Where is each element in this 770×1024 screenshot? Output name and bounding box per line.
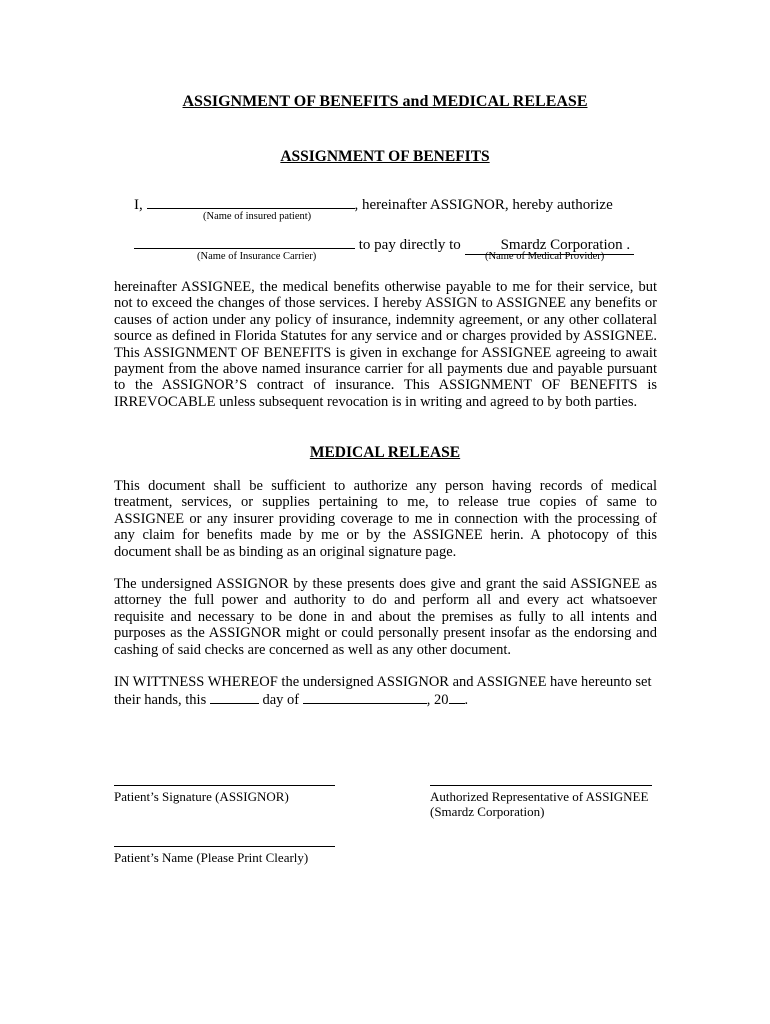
witness-day-field[interactable] [210, 690, 259, 704]
document-title: ASSIGNMENT OF BENEFITS and MEDICAL RELEASE [182, 93, 588, 110]
witness-line-2 [114, 690, 468, 709]
witness-year-prefix: , 20 [426, 692, 449, 708]
patient-name-label: Patient’s Name (Please Print Clearly) [114, 850, 309, 865]
witness-day-of-label: day of [262, 692, 300, 708]
patient-signature-field[interactable] [114, 785, 335, 786]
provider-suffix: . [626, 237, 631, 253]
medical-provider-caption: (Name of Medical Provider) [485, 251, 605, 262]
section-title-medical-release: MEDICAL RELEASE [309, 444, 461, 461]
insured-patient-caption: (Name of insured patient) [203, 211, 312, 222]
insurance-carrier-caption: (Name of Insurance Carrier) [197, 251, 317, 262]
release-paragraph-2: The undersigned ASSIGNOR by these presents does give and grant the said ASSIGNEE as attorney the full power and authority to do and perform all and every act whatsoever requisite and necessary to be done in and about the premises as fully to all intents and purposes as the ASSIGNOR might or could personally present insofar as the endorsing and cashing of said checks are concerned as well as any other document. [114, 576, 657, 658]
patient-name-field[interactable] [114, 846, 335, 847]
assignee-rep-label: Authorized Representative of ASSIGNEE [430, 789, 649, 804]
witness-period: . [464, 692, 469, 708]
witness-year-field[interactable] [449, 690, 465, 704]
assignment-paragraph: hereinafter ASSIGNEE, the medical benefits otherwise payable to me for their service, but not to exceed the changes of those services. I hereby ASSIGN to ASSIGNEE any benefits or causes of action under any policy of insurance, indemnity agreement, or any other collateral source as defined in Florida Statutes for any service and or charges provided by ASSIGNEE. This ASSIGNMENT OF BENEFITS is given in exchange for ASSIGNEE agreeing to await payment from the above named insurance carrier for all payments due and payable pursuant to the ASSIGNOR’S contract of insurance. This ASSIGNMENT OF BENEFITS is IRREVOCABLE unless subsequent revocation is in writing and agreed to by both parties. [114, 279, 657, 410]
assignee-signature-field[interactable] [430, 785, 652, 786]
assignee-company-label: (Smardz Corporation) [430, 804, 545, 819]
insured-patient-name-field[interactable] [147, 195, 355, 209]
line1-prefix: I, [134, 197, 143, 213]
patient-signature-label: Patient’s Signature (ASSIGNOR) [114, 789, 289, 804]
witness-month-field[interactable] [303, 690, 427, 704]
section-title-assignment: ASSIGNMENT OF BENEFITS [280, 148, 490, 165]
line1-suffix: , hereinafter ASSIGNOR, hereby authorize [354, 197, 613, 213]
provider-name-text: Smardz Corporation [500, 237, 623, 253]
line2-mid: to pay directly to [358, 237, 461, 253]
insurance-carrier-field[interactable] [134, 235, 355, 249]
witness-this-label: their hands, this [114, 692, 207, 708]
witness-line-1: IN WITTNESS WHEREOF the undersigned ASSIGNOR and ASSIGNEE have hereunto set [114, 674, 652, 690]
release-paragraph-1: This document shall be sufficient to authorize any person having records of medical treatment, services, or supplies pertaining to me, to release true copies of same to ASSIGNEE or any insurer providing coverage to me in connection with the processing of any claim for benefits made by me or by the ASSIGNEE herin. A photocopy of this document shall be as binding as an original signature page. [114, 478, 657, 560]
